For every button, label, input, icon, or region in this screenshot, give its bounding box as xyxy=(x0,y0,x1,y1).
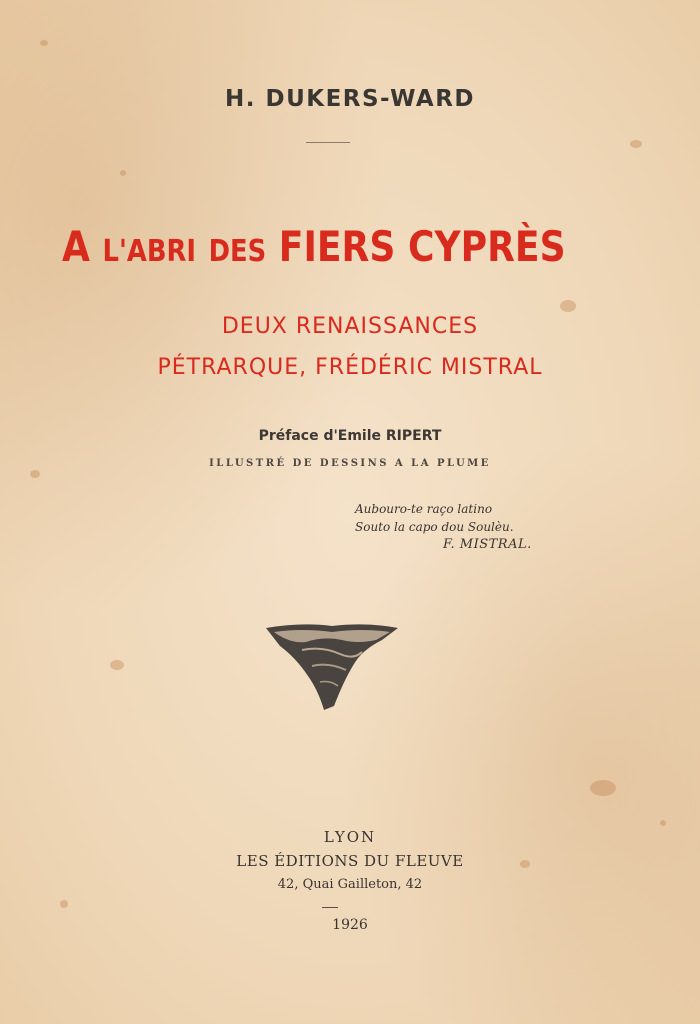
divider-rule xyxy=(322,907,338,908)
foxing-spot xyxy=(30,470,40,478)
title-word: DES xyxy=(208,234,267,269)
publisher-city: LYON xyxy=(323,828,377,846)
epigraph xyxy=(355,500,585,554)
epigraph-line-2: Souto la capo dou Soulèu. xyxy=(355,520,514,534)
divider-rule xyxy=(306,142,350,143)
foxing-spot xyxy=(590,780,616,796)
foxing-spot xyxy=(60,900,68,908)
title-word: A xyxy=(62,222,90,271)
foxing-spot xyxy=(120,170,126,176)
book-title xyxy=(62,222,566,271)
foxing-spot xyxy=(630,140,642,148)
publication-year: 1926 xyxy=(332,917,368,933)
publisher-address: 42, Quai Gailleton, 42 xyxy=(277,877,423,892)
preface-credit: Préface d'Emile RIPERT xyxy=(258,428,442,444)
epigraph-line-1: Aubouro-te raço latino xyxy=(355,502,493,516)
illustrations-note: ILLUSTRÉ DE DESSINS A LA PLUME xyxy=(209,458,491,469)
subtitle-line-2: PÉTRARQUE, FRÉDÉRIC MISTRAL xyxy=(157,355,543,380)
subtitle-line-1: DEUX RENAISSANCES xyxy=(221,314,479,339)
title-word: L'ABRI xyxy=(102,234,196,269)
foxing-spot xyxy=(660,820,666,826)
foxing-spot xyxy=(40,40,48,46)
title-word: CYPRÈS xyxy=(407,222,566,271)
foxing-spot xyxy=(560,300,576,312)
ornamental-vignette-icon xyxy=(262,620,402,716)
publisher-name: LES ÉDITIONS DU FLEUVE xyxy=(236,852,464,870)
foxing-spot xyxy=(110,660,124,670)
title-word: FIERS xyxy=(278,222,396,271)
author-name: H. DUKERS-WARD xyxy=(224,86,476,112)
epigraph-signature: F. MISTRAL. xyxy=(443,537,532,552)
